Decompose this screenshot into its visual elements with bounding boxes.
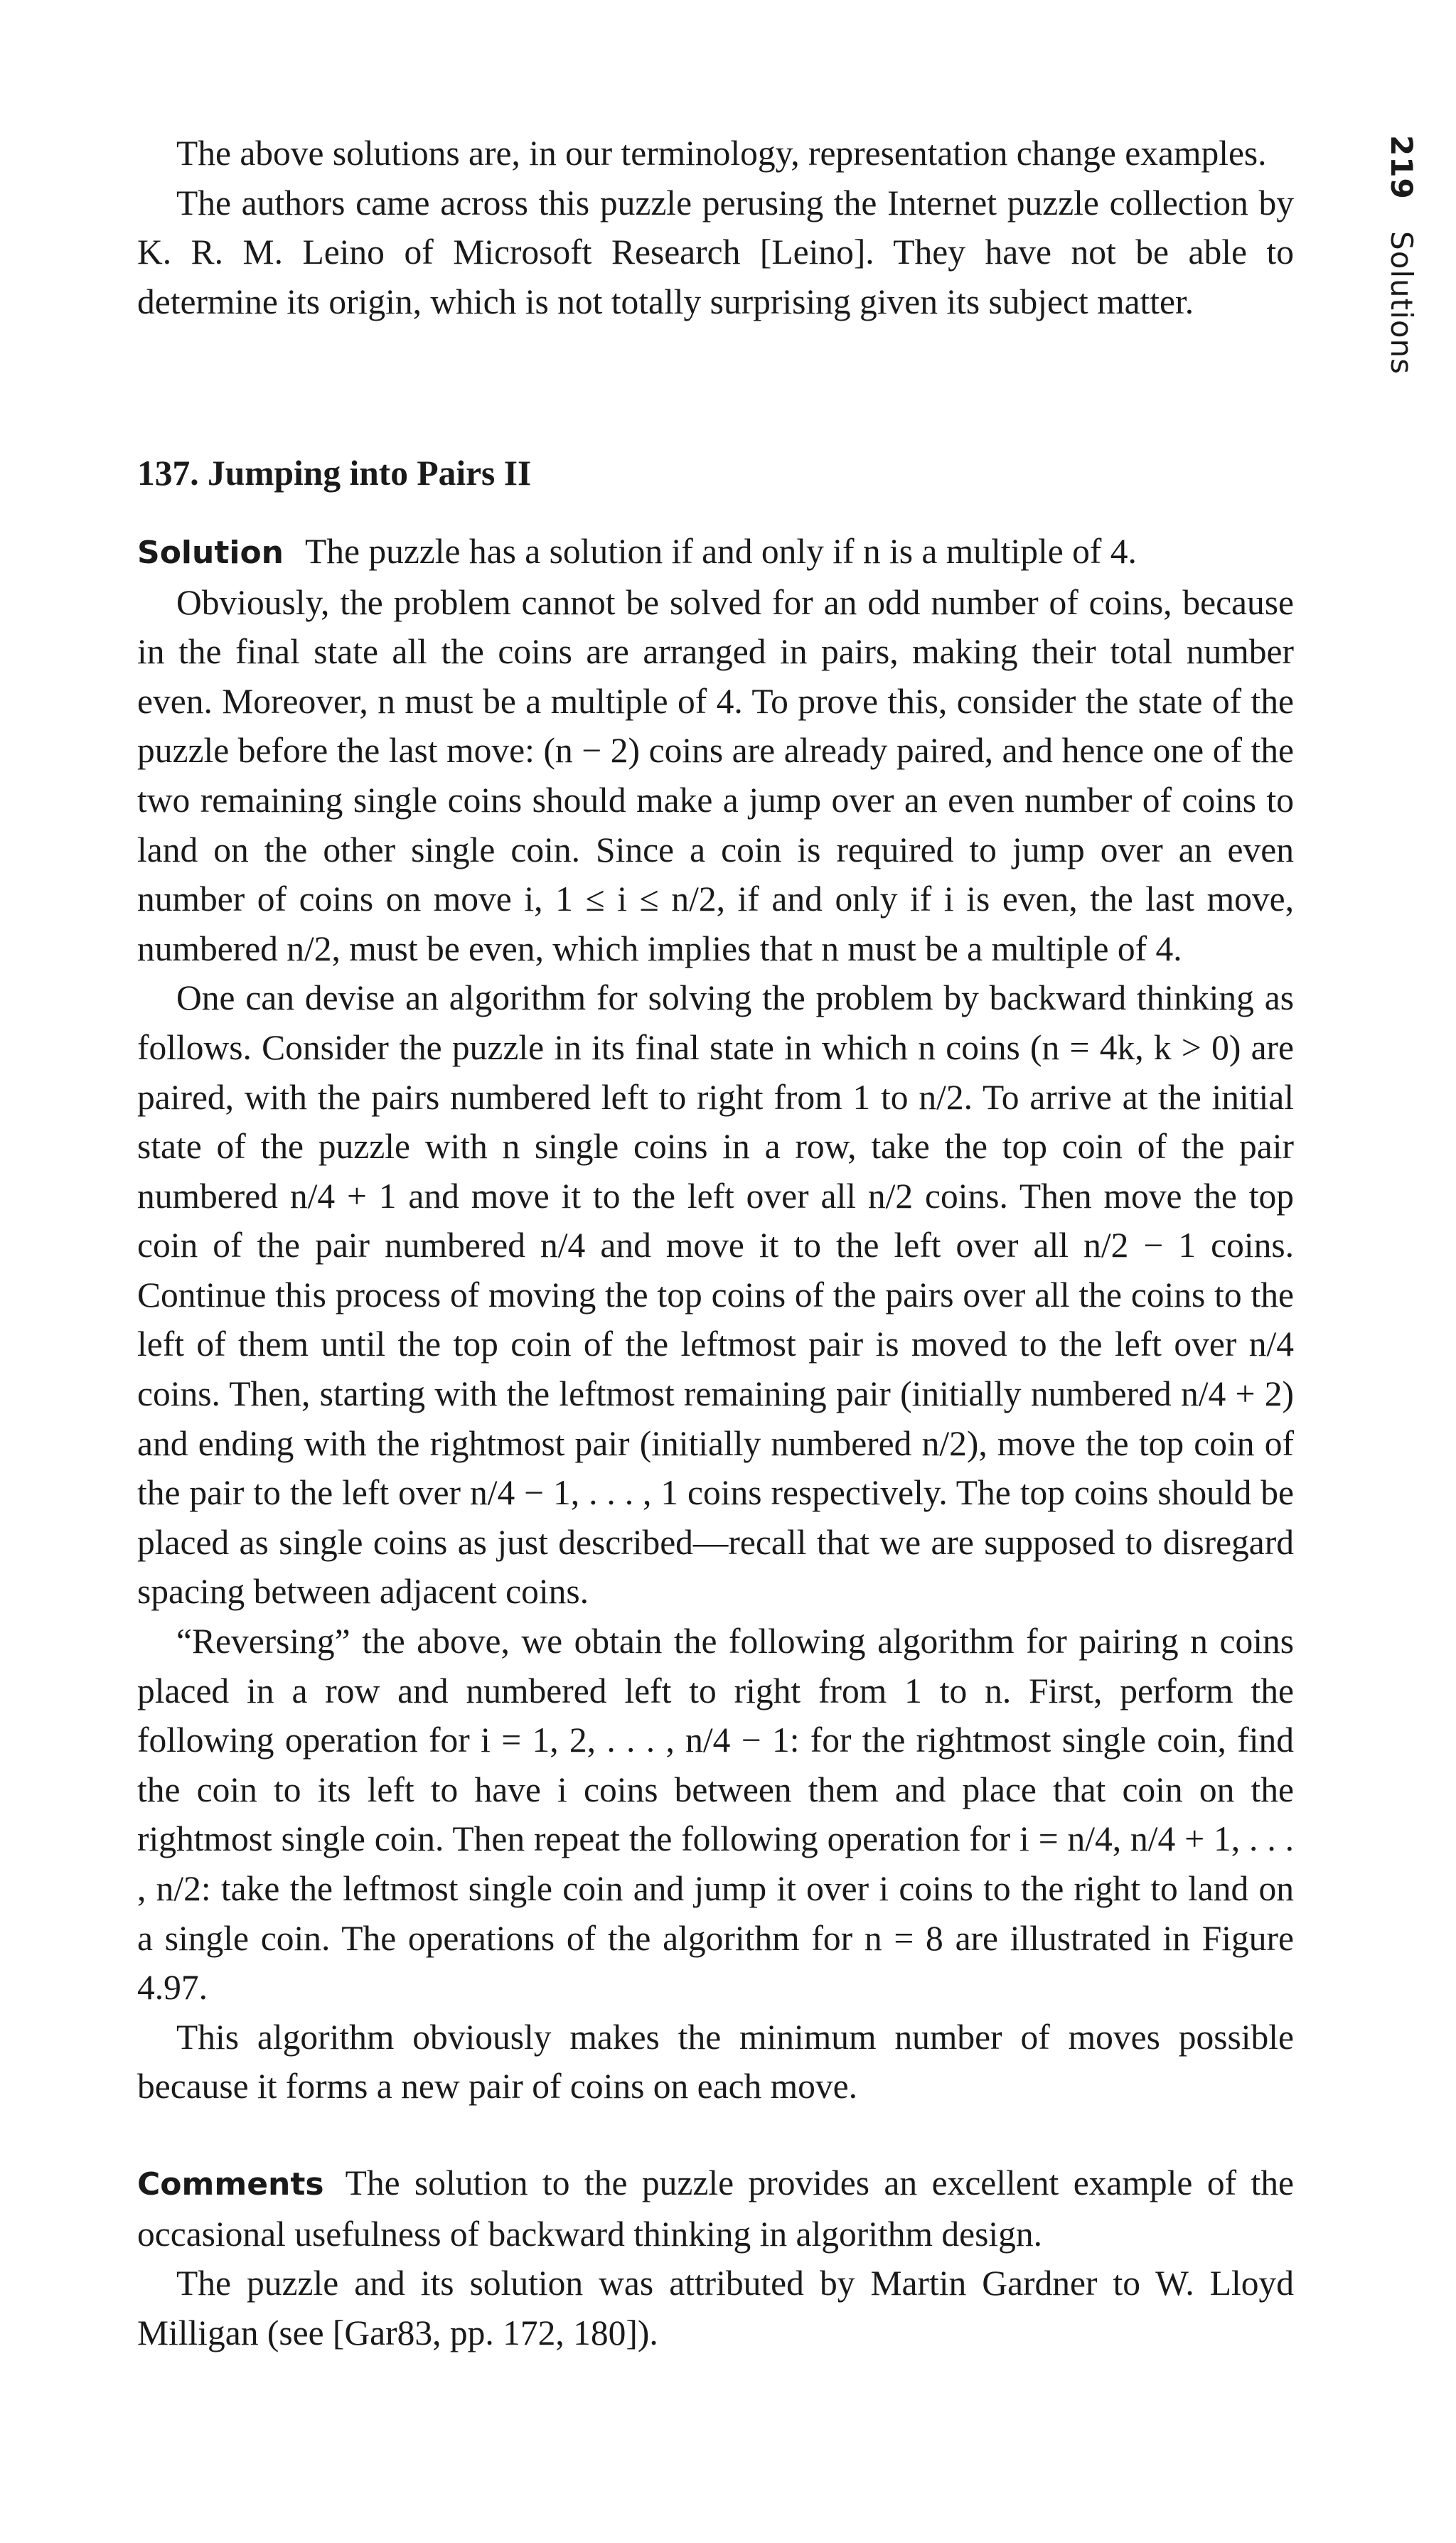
comments-section bbox=[137, 2158, 1294, 2357]
solution-lead bbox=[137, 527, 1294, 578]
page-number: 219 bbox=[1384, 135, 1419, 200]
paragraph-text: The solution to the puzzle provides an excellent example of the occasional usefulness of backward thinking in algorithm design. bbox=[137, 2163, 1294, 2254]
paragraph: “Reversing” the above, we obtain the following algorithm for pairing n coins placed in a row and numbered left to right from 1 to n. First, perform the following operation for i = 1, 2, . . . , n/4 − 1: for the rightmost single coin, find the coin to its left to have i coins between them and place that coin on the rightmost single coin. Then repeat the following operation for i = n/4, n/4 + 1, . . . , n/2: take the leftmost single coin and jump it over i coins to the right to land on a single coin. The operations of the algorithm for n = 8 are illustrated in Figure 4.97. bbox=[137, 1622, 1294, 2008]
paragraph-text: The puzzle has a solution if and only if n is a multiple of 4. bbox=[305, 531, 1137, 571]
paragraph: The authors came across this puzzle perusing the Internet puzzle collection by K. R. M. Leino of Microsoft Research [Leino]. They have not be able to determine its origin, which is not totally surprising given its subject matter. bbox=[137, 183, 1294, 321]
comments-label: Comments bbox=[137, 2165, 324, 2202]
paragraph: One can devise an algorithm for solving the problem by backward thinking as follows. Consider the puzzle in its final state in which n coins (n = 4k, k > 0) are paired, with the pairs numbered left to right from 1 to n/2. To arrive at the initial state of the puzzle with n single coins in a row, take the top coin of the pair numbered n/4 + 1 and move it to the left over all n/2 coins. Then move the top coin of the pair numbered n/4 and move it to the left over all n/2 − 1 coins. Continue this process of moving the top coins of the pairs over all the coins to the left of them until the top coin of the leftmost pair is moved to the left over n/4 coins. Then, starting with the leftmost remaining pair (initially numbered n/4 + 2) and ending with the rightmost pair (initially numbered n/2), move the top coin of the pair to the left over n/4 − 1, . . . , 1 coins respectively. The top coins should be placed as single coins as just described—recall that we are supposed to disregard spacing between adjacent coins. bbox=[137, 978, 1294, 1612]
comments-lead bbox=[137, 2158, 1294, 2259]
paragraph: This algorithm obviously makes the minimum number of moves possible because it forms a new pair of coins on each move. bbox=[137, 2017, 1294, 2106]
section-heading: 137. Jumping into Pairs II bbox=[137, 454, 532, 493]
paragraph: The above solutions are, in our terminology, representation change examples. bbox=[176, 134, 1267, 173]
solution-label: Solution bbox=[137, 534, 284, 571]
page-body bbox=[137, 0, 1294, 2357]
paragraph: The puzzle and its solution was attributed by Martin Gardner to W. Lloyd Milligan (see [Gar83, pp. 172, 180]). bbox=[137, 2264, 1294, 2352]
section-name: Solutions bbox=[1384, 231, 1419, 375]
intro-text bbox=[137, 129, 1294, 326]
paragraph: Obviously, the problem cannot be solved for an odd number of coins, because in the final state all the coins are arranged in pairs, making their total number even. Moreover, n must be a multiple of 4. To prove this, consider the state of the puzzle before the last move: (n − 2) coins are already paired, and hence one of the two remaining single coins should make a jump over an even number of coins to land on the other single coin. Since a coin is required to jump over an even number of coins on move i, 1 ≤ i ≤ n/2, if and only if i is even, the last move, numbered n/2, must be even, which implies that n must be a multiple of 4. bbox=[137, 582, 1294, 968]
running-header bbox=[1384, 135, 1419, 375]
solution-section bbox=[137, 527, 1294, 2111]
